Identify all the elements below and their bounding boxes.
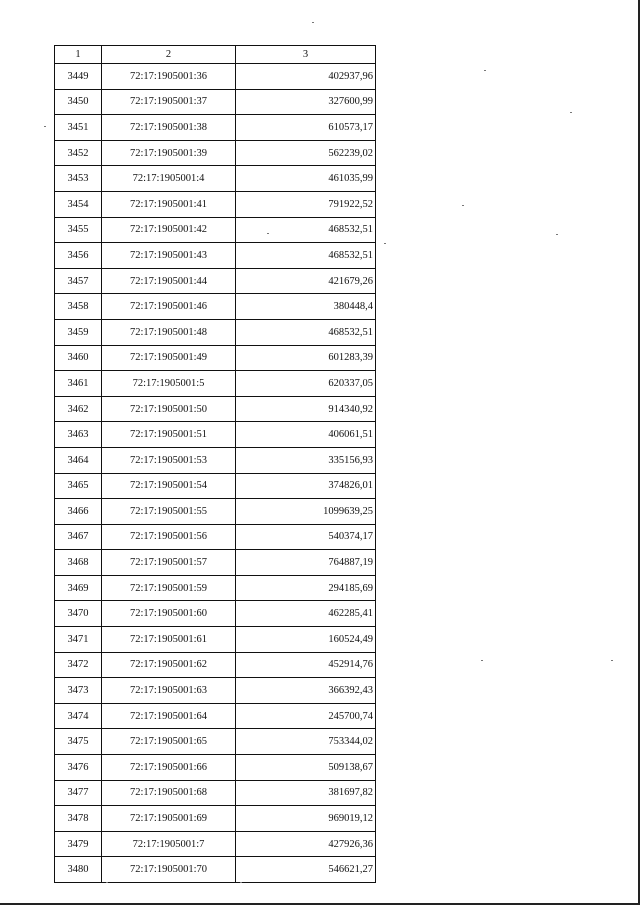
table-body — [55, 64, 376, 883]
cadastral-value-cell: 610573,17 — [236, 115, 376, 141]
row-number-cell: 3475 — [55, 729, 102, 755]
table-row — [55, 422, 376, 448]
cadastral-value-cell: 764887,19 — [236, 550, 376, 576]
table-row — [55, 857, 376, 883]
cadastral-value-cell: 380448,4 — [236, 294, 376, 320]
cadastral-value-cell: 468532,51 — [236, 319, 376, 345]
row-number-cell: 3478 — [55, 806, 102, 832]
table-row — [55, 575, 376, 601]
cadastral-value-cell: 791922,52 — [236, 191, 376, 217]
cadastral-value-cell: 462285,41 — [236, 601, 376, 627]
table-row — [55, 729, 376, 755]
row-number-cell: 3453 — [55, 166, 102, 192]
row-number-cell: 3449 — [55, 64, 102, 90]
row-number-cell: 3463 — [55, 422, 102, 448]
cadastral-value-cell: 1099639,25 — [236, 499, 376, 525]
cadastral-number-cell: 72:17:1905001:57 — [102, 550, 236, 576]
table-row — [55, 627, 376, 653]
cadastral-number-cell: 72:17:1905001:53 — [102, 447, 236, 473]
scan-speck — [611, 660, 613, 661]
cadastral-number-cell: 72:17:1905001:69 — [102, 806, 236, 832]
cadastral-value-cell: 245700,74 — [236, 703, 376, 729]
cadastral-number-cell: 72:17:1905001:39 — [102, 140, 236, 166]
column-header-2: 2 — [102, 46, 236, 64]
table-row — [55, 678, 376, 704]
table-row — [55, 294, 376, 320]
row-number-cell: 3459 — [55, 319, 102, 345]
scan-speck — [44, 126, 46, 127]
table-row — [55, 345, 376, 371]
cadastral-value-cell: 402937,96 — [236, 64, 376, 90]
cadastral-value-cell: 753344,02 — [236, 729, 376, 755]
table-header — [55, 46, 376, 64]
table-row — [55, 371, 376, 397]
cadastral-number-cell: 72:17:1905001:50 — [102, 396, 236, 422]
table-row — [55, 268, 376, 294]
table-row — [55, 64, 376, 90]
cadastral-value-table — [54, 45, 376, 883]
table-row — [55, 166, 376, 192]
table-row — [55, 652, 376, 678]
row-number-cell: 3469 — [55, 575, 102, 601]
table-row — [55, 140, 376, 166]
row-number-cell: 3465 — [55, 473, 102, 499]
cadastral-value-cell: 160524,49 — [236, 627, 376, 653]
cadastral-value-cell: 421679,26 — [236, 268, 376, 294]
table-row — [55, 89, 376, 115]
cadastral-number-cell: 72:17:1905001:63 — [102, 678, 236, 704]
table-row — [55, 319, 376, 345]
table-row — [55, 473, 376, 499]
cadastral-value-cell: 468532,51 — [236, 217, 376, 243]
cadastral-value-cell: 335156,93 — [236, 447, 376, 473]
row-number-cell: 3474 — [55, 703, 102, 729]
cadastral-number-cell: 72:17:1905001:48 — [102, 319, 236, 345]
row-number-cell: 3480 — [55, 857, 102, 883]
cadastral-number-cell: 72:17:1905001:56 — [102, 524, 236, 550]
table-row — [55, 755, 376, 781]
cadastral-value-cell: 452914,76 — [236, 652, 376, 678]
cadastral-number-cell: 72:17:1905001:4 — [102, 166, 236, 192]
row-number-cell: 3454 — [55, 191, 102, 217]
cadastral-value-cell: 620337,05 — [236, 371, 376, 397]
cadastral-number-cell: 72:17:1905001:36 — [102, 64, 236, 90]
row-number-cell: 3477 — [55, 780, 102, 806]
cadastral-value-cell: 327600,99 — [236, 89, 376, 115]
scan-speck — [384, 243, 386, 244]
row-number-cell: 3471 — [55, 627, 102, 653]
cadastral-number-cell: 72:17:1905001:65 — [102, 729, 236, 755]
cadastral-number-cell: 72:17:1905001:49 — [102, 345, 236, 371]
cadastral-number-cell: 72:17:1905001:68 — [102, 780, 236, 806]
scan-speck — [267, 233, 269, 234]
row-number-cell: 3462 — [55, 396, 102, 422]
table-row — [55, 499, 376, 525]
scan-speck — [481, 660, 483, 661]
cadastral-number-cell: 72:17:1905001:54 — [102, 473, 236, 499]
row-number-cell: 3456 — [55, 243, 102, 269]
cadastral-value-cell: 540374,17 — [236, 524, 376, 550]
cadastral-number-cell: 72:17:1905001:59 — [102, 575, 236, 601]
row-number-cell: 3458 — [55, 294, 102, 320]
cadastral-number-cell: 72:17:1905001:5 — [102, 371, 236, 397]
cadastral-number-cell: 72:17:1905001:60 — [102, 601, 236, 627]
cadastral-number-cell: 72:17:1905001:7 — [102, 831, 236, 857]
scan-speck — [312, 22, 314, 23]
cadastral-value-cell: 509138,67 — [236, 755, 376, 781]
row-number-cell: 3450 — [55, 89, 102, 115]
cadastral-value-cell: 406061,51 — [236, 422, 376, 448]
row-number-cell: 3467 — [55, 524, 102, 550]
scan-speck — [240, 882, 242, 883]
row-number-cell: 3476 — [55, 755, 102, 781]
table-row — [55, 703, 376, 729]
column-header-1: 1 — [55, 46, 102, 64]
row-number-cell: 3460 — [55, 345, 102, 371]
cadastral-value-cell: 427926,36 — [236, 831, 376, 857]
cadastral-value-cell: 366392,43 — [236, 678, 376, 704]
row-number-cell: 3479 — [55, 831, 102, 857]
row-number-cell: 3468 — [55, 550, 102, 576]
table-row — [55, 806, 376, 832]
cadastral-number-cell: 72:17:1905001:64 — [102, 703, 236, 729]
cadastral-value-cell: 969019,12 — [236, 806, 376, 832]
row-number-cell: 3451 — [55, 115, 102, 141]
row-number-cell: 3455 — [55, 217, 102, 243]
cadastral-number-cell: 72:17:1905001:38 — [102, 115, 236, 141]
table-row — [55, 524, 376, 550]
scan-speck — [484, 70, 486, 71]
cadastral-number-cell: 72:17:1905001:42 — [102, 217, 236, 243]
row-number-cell: 3457 — [55, 268, 102, 294]
row-number-cell: 3466 — [55, 499, 102, 525]
scan-speck — [570, 112, 572, 113]
cadastral-value-cell: 562239,02 — [236, 140, 376, 166]
row-number-cell: 3464 — [55, 447, 102, 473]
scan-speck — [462, 205, 464, 206]
cadastral-number-cell: 72:17:1905001:55 — [102, 499, 236, 525]
cadastral-number-cell: 72:17:1905001:41 — [102, 191, 236, 217]
table-row — [55, 550, 376, 576]
scan-speck — [556, 234, 558, 235]
row-number-cell: 3461 — [55, 371, 102, 397]
cadastral-number-cell: 72:17:1905001:37 — [102, 89, 236, 115]
cadastral-number-cell: 72:17:1905001:51 — [102, 422, 236, 448]
table-row — [55, 831, 376, 857]
row-number-cell: 3472 — [55, 652, 102, 678]
table-row — [55, 601, 376, 627]
row-number-cell: 3473 — [55, 678, 102, 704]
cadastral-number-cell: 72:17:1905001:61 — [102, 627, 236, 653]
table-row — [55, 115, 376, 141]
cadastral-number-cell: 72:17:1905001:46 — [102, 294, 236, 320]
cadastral-number-cell: 72:17:1905001:43 — [102, 243, 236, 269]
cadastral-value-cell: 914340,92 — [236, 396, 376, 422]
header-row — [55, 46, 376, 64]
row-number-cell: 3452 — [55, 140, 102, 166]
cadastral-number-cell: 72:17:1905001:66 — [102, 755, 236, 781]
table-row — [55, 243, 376, 269]
cadastral-value-cell: 461035,99 — [236, 166, 376, 192]
cadastral-number-cell: 72:17:1905001:44 — [102, 268, 236, 294]
cadastral-value-cell: 468532,51 — [236, 243, 376, 269]
table-row — [55, 217, 376, 243]
table-row — [55, 191, 376, 217]
cadastral-number-cell: 72:17:1905001:70 — [102, 857, 236, 883]
cadastral-number-cell: 72:17:1905001:62 — [102, 652, 236, 678]
scan-speck — [106, 882, 108, 883]
table-row — [55, 396, 376, 422]
cadastral-value-cell: 601283,39 — [236, 345, 376, 371]
cadastral-value-cell: 546621,27 — [236, 857, 376, 883]
cadastral-value-cell: 294185,69 — [236, 575, 376, 601]
table-row — [55, 447, 376, 473]
row-number-cell: 3470 — [55, 601, 102, 627]
cadastral-value-cell: 374826,01 — [236, 473, 376, 499]
column-header-3: 3 — [236, 46, 376, 64]
cadastral-value-cell: 381697,82 — [236, 780, 376, 806]
table-row — [55, 780, 376, 806]
